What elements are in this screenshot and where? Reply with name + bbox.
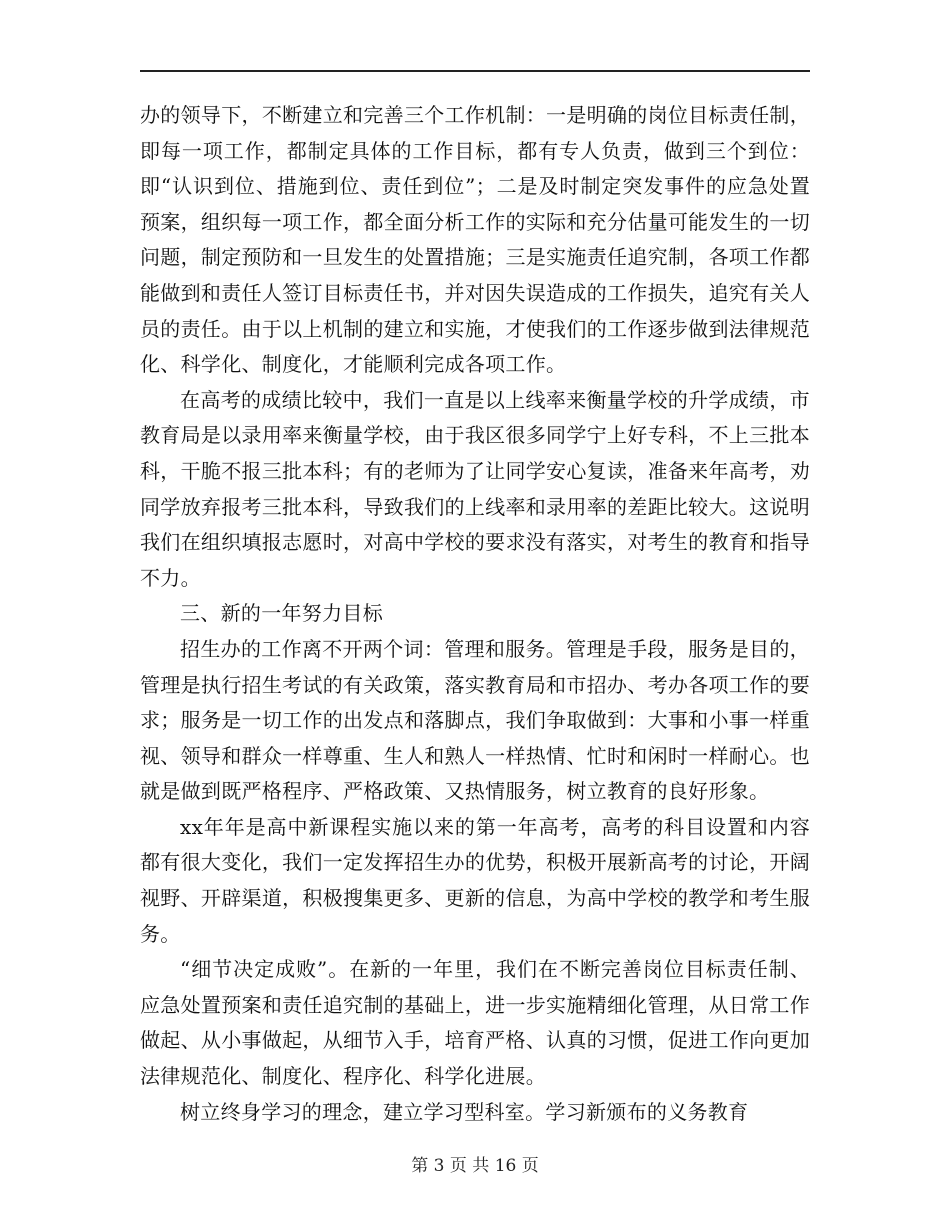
- paragraph-details: “细节决定成败”。在新的一年里，我们在不断完善岗位目标责任制、应急处置预案和责任追究制的基础上，进一步实施精细化管理，从日常工作做起、从小事做起，从细节入手，培育严格、认真的习惯，促进工作向更加法律规范化、制度化、程序化、科学化进展。: [140, 957, 810, 1089]
- paragraph-exam-results: 在高考的成绩比较中，我们一直是以上线率来衡量学校的升学成绩，市教育局是以录用率来衡量学校，由于我区很多同学宁上好专科，不上三批本科，干脆不报三批本科；有的老师为了让同学安心复读，准备来年高考，劝同学放弃报考三批本科，导致我们的上线率和录用率的差距比较大。这说明我们在组织填报志愿时，对高中学校的要求没有落实，对考生的教育和指导不力。: [140, 387, 810, 590]
- document-body: [140, 98, 810, 1130]
- paragraph-mechanisms: 办的领导下，不断建立和完善三个工作机制：一是明确的岗位目标责任制，即每一项工作，都制定具体的工作目标，都有专人负责，做到三个到位：即“认识到位、措施到位、责任到位”；二是及时制定突发事件的应急处置预案，组织每一项工作，都全面分析工作的实际和充分估量可能发生的一切问题，制定预防和一旦发生的处置措施；三是实施责任追究制，各项工作都能做到和责任人签订目标责任书，并对因失误造成的工作损失，追究有关人员的责任。由于以上机制的建立和实施，才使我们的工作逐步做到法律规范化、科学化、制度化，才能顺利完成各项工作。: [140, 103, 810, 377]
- paragraph-management-service: 招生办的工作离不开两个词：管理和服务。管理是手段，服务是目的，管理是执行招生考试的有关政策，落实教育局和市招办、考办各项工作的要求；服务是一切工作的出发点和落脚点，我们争取做到：大事和小事一样重视、领导和群众一样尊重、生人和熟人一样热情、忙时和闲时一样耐心。也就是做到既严格程序、严格政策、又热情服务，树立教育的良好形象。: [140, 636, 810, 804]
- paragraph-learning: 树立终身学习的理念，建立学习型科室。学习新颁布的义务教育: [180, 1099, 749, 1124]
- page-number: 第 3 页 共 16 页: [411, 1156, 539, 1176]
- paragraph-new-curriculum: xx年年是高中新课程实施以来的第一年高考，高考的科目设置和内容都有很大变化，我们一定发挥招生办的优势，积极开展新高考的讨论，开阔视野、开辟渠道，积极搜集更多、更新的信息，为高中学校的教学和考生服务。: [140, 814, 810, 946]
- section-heading-goals: 三、新的一年努力目标: [180, 601, 383, 626]
- header-rule: [140, 70, 810, 72]
